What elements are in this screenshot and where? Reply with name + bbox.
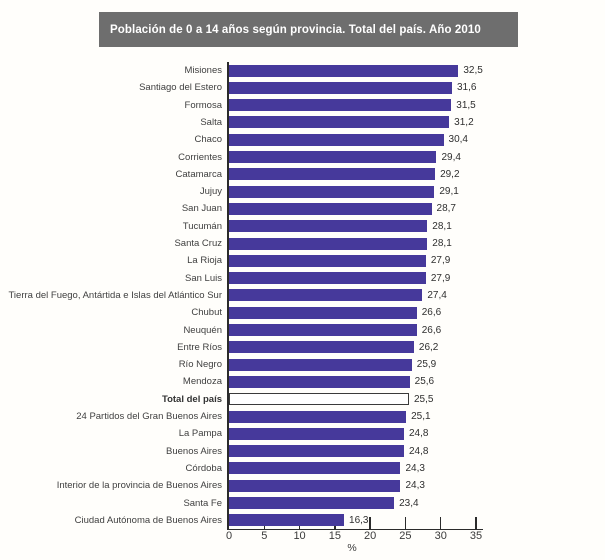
bar [229,307,417,319]
x-tick-mark [475,517,476,529]
value-label: 25,9 [416,359,437,371]
y-axis-line [227,62,229,529]
chart-row [0,235,605,252]
bar [229,514,344,526]
value-label: 26,6 [421,307,442,319]
category-label: Córdoba [185,462,222,474]
x-tick-label: 30 [434,530,447,542]
chart-row [0,391,605,408]
category-label: Catamarca [175,168,222,180]
bar [229,497,394,509]
bar [229,168,435,180]
value-label: 28,7 [436,203,456,215]
value-label: 25,6 [414,376,435,388]
chart-row [0,322,605,339]
chart-title-bar [99,12,518,47]
value-label: 24,3 [405,462,425,474]
value-label: 28,1 [432,220,452,232]
value-label: 29,4 [441,151,461,163]
category-label: Salta [200,116,222,128]
value-label: 26,6 [421,324,442,336]
chart-row [0,149,605,166]
value-label: 25,5 [413,393,434,405]
bar [229,65,458,77]
category-label: La Rioja [187,255,222,267]
bar [229,151,436,163]
chart-row [0,218,605,235]
category-label: Buenos Aires [166,445,222,457]
bar [229,220,427,232]
category-label: Formosa [184,99,222,111]
x-tick-mark [405,517,406,529]
category-label: La Pampa [178,428,222,440]
chart-row [0,495,605,512]
category-label: 24 Partidos del Gran Buenos Aires [76,411,222,422]
value-label: 28,1 [432,238,452,249]
bar [229,324,417,336]
value-label: 24,3 [405,480,425,492]
chart-row [0,443,605,460]
x-tick-mark [440,517,441,529]
category-label: Neuquén [183,324,222,336]
category-label: Chubut [191,307,222,319]
bar [229,99,451,111]
x-tick-label: 0 [225,530,233,542]
value-label: 32,5 [463,65,483,76]
category-label: Ciudad Autónoma de Buenos Aires [74,514,222,526]
x-tick-label: 15 [328,530,341,542]
value-label: 24,8 [409,445,429,457]
chart-row [0,477,605,494]
value-label: 29,2 [440,168,460,180]
x-tick-label: 10 [293,530,306,542]
bar [229,116,449,128]
chart-row [0,373,605,390]
bar [229,186,434,198]
category-label: Santa Fe [183,497,222,509]
chart-row [0,270,605,287]
bar [229,480,400,492]
category-label: Misiones [184,65,222,76]
value-label: 26,2 [418,341,439,353]
x-axis-unit-label: % [347,542,357,554]
category-label: Mendoza [182,376,222,388]
chart-row [0,356,605,373]
value-label: 25,1 [411,411,431,422]
value-label: 27,4 [427,289,447,301]
chart-row [0,287,605,304]
x-tick-mark [369,517,370,529]
category-label: Interior de la provincia de Buenos Aires [56,480,222,492]
x-tick-label: 25 [399,530,412,542]
bar [229,289,422,301]
value-label: 31,6 [457,82,477,94]
category-label: Entre Ríos [177,341,222,353]
chart-row [0,339,605,356]
bar [229,411,406,423]
chart-row [0,62,605,79]
category-label: Chaco [194,134,222,146]
category-label: Santa Cruz [174,238,222,249]
category-label: Santiago del Estero [139,82,222,94]
category-label: Corrientes [178,151,222,163]
value-label: 31,5 [456,99,476,111]
chart-row [0,512,605,529]
category-label: Río Negro [178,359,222,371]
chart-title: Población de 0 a 14 años según provincia. Total del país. Año 2010 [110,23,481,36]
chart-row [0,114,605,131]
x-tick-label: 35 [469,530,483,542]
bar [229,255,426,267]
bar [229,82,452,94]
x-tick-label: 20 [364,530,377,542]
chart-row [0,200,605,217]
value-label: 29,1 [439,186,459,198]
bar [229,359,412,371]
value-label: 27,9 [430,255,451,267]
category-label: San Juan [181,203,222,215]
bar [229,272,426,284]
value-label: 31,2 [454,116,474,128]
chart-row [0,460,605,477]
value-label: 24,8 [409,428,429,440]
bar [229,203,432,215]
category-label: Tierra del Fuego, Antártida e Islas del Atlántico Sur [8,289,222,301]
chart-row [0,166,605,183]
value-label: 23,4 [399,497,419,509]
x-tick-label: 5 [261,530,268,542]
chart-row [0,183,605,200]
chart-row [0,79,605,96]
x-axis-line [227,529,483,531]
chart-row [0,304,605,321]
bar [229,376,410,388]
category-label: Jujuy [199,186,222,198]
bar [229,134,444,146]
chart-row [0,97,605,114]
total-bar [229,393,409,405]
bar [229,341,414,353]
bar [229,428,404,440]
value-label: 16,3 [349,514,369,526]
category-label: Total del país [161,393,222,405]
category-label: San Luis [185,272,222,284]
bar [229,445,404,457]
value-label: 30,4 [448,134,468,146]
chart-row [0,408,605,425]
category-label: Tucumán [182,220,222,232]
value-label: 27,9 [430,272,451,284]
chart-row [0,131,605,148]
chart-row [0,425,605,442]
bar [229,238,427,250]
bar [229,462,400,474]
chart-row [0,252,605,269]
